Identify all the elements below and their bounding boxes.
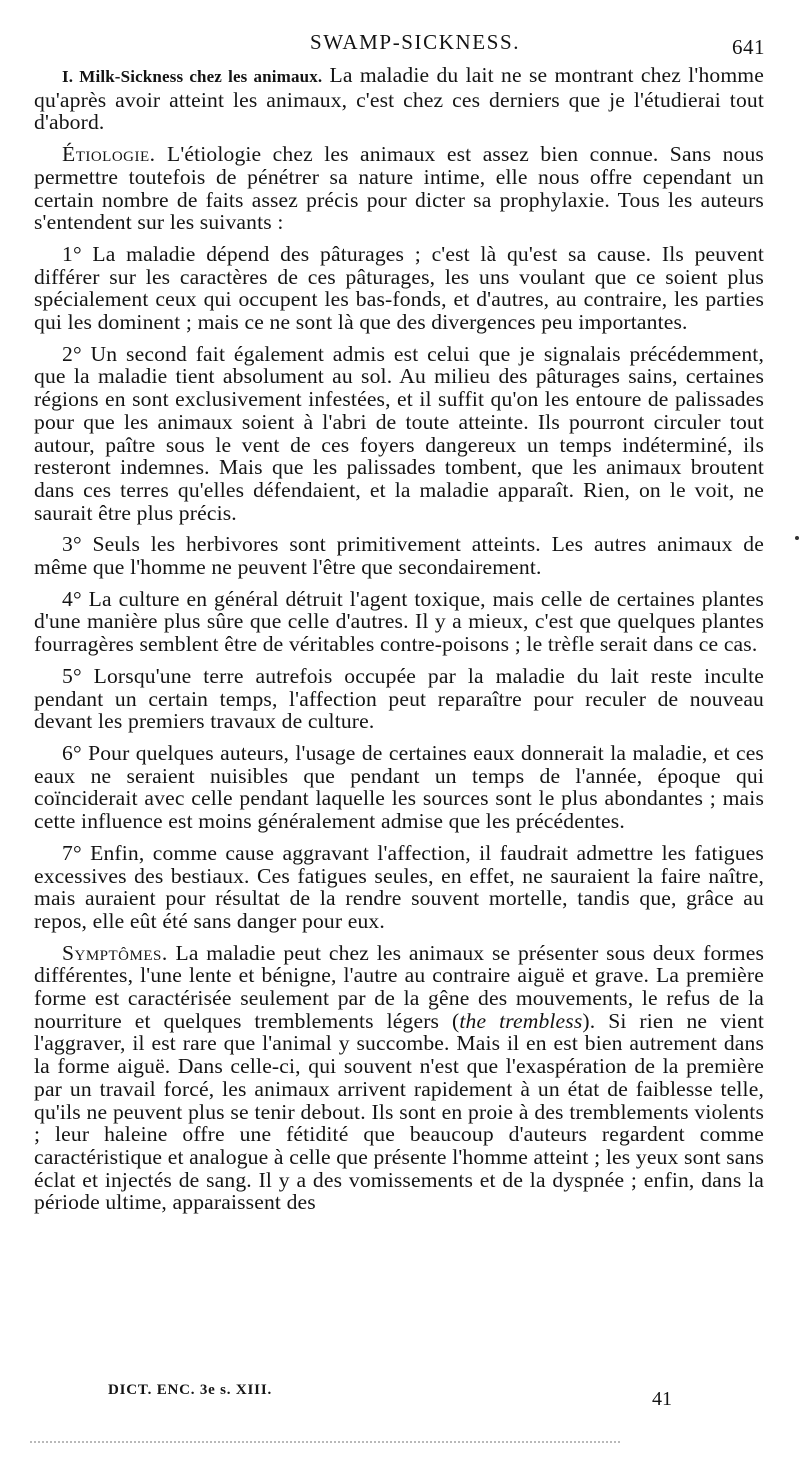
point-text: Enfin, comme cause aggravant l'affection, il faudrait admettre les fatigues excessives des bestiaux. Ces fatigues seules, en effet, ne sauraient la faire naître, mais auraient pour résultat de la rendre souvent mortelle, tandis que, grâce au repos, elle eût été sans danger pour eux.	[34, 840, 764, 933]
running-head	[0, 30, 800, 60]
signature-line: DICT. ENC. 3e s. XIII.	[108, 1382, 273, 1398]
point-text: Un second fait également admis est celui que je signalais précédemment, que la maladie tient absolument au sol. Au milieu des pâturages sains, certaines régions en sont exclusivement infestées, et il suffit qu'on les entoure de palissades pour que les animaux soient à l'abri de toute atteinte. Ils pourront circuler tout autour, paître sous le vent de ces foyers dangereux un temps indéterminé, ils resteront indemnes. Mais que les palissades tombent, que les animaux broutent dans ces terres qu'elles défendaient, et la maladie apparaît. Rien, on le voit, ne saurait être plus précis.	[34, 341, 764, 525]
section-heading-etiology: Étiologie.	[62, 142, 156, 167]
point-number: 2°	[62, 341, 82, 366]
signature-mark: 41	[652, 1388, 672, 1410]
bleed-through-dotted-line	[30, 1441, 620, 1443]
point-text: La maladie dépend des pâturages ; c'est là qu'est sa cause. Ils peuvent différer sur les caractères de ces pâturages, les uns voulant que ce soient plus spécialement ceux qui occupent les bas-fonds, et d'autres, au contraire, les parties qui les dominent ; mais ce ne sont là que des divergences peu importantes.	[34, 241, 764, 335]
paragraph-symptoms	[34, 942, 764, 1214]
point-number: 4°	[62, 586, 82, 611]
paragraph-text-continued: ). Si rien ne vient l'aggraver, il est rare que l'animal y succombe. Mais il en est bien autrement dans la forme aiguë. Dans celle-ci, qui souvent n'est que l'exaspération de la première par un travail forcé, les animaux arrivent rapidement à un état de faiblesse telle, qu'ils ne peuvent plus se tenir debout. Ils sont en proie à des tremblements violents ; leur haleine offre une fétidité que beaucoup d'auteurs regardent comme caractéristique et analogue à celle que présente l'homme atteint ; les yeux sont sans éclat et injectés de sang. Il y a des vomissements et de la dyspnée ; enfin, dans la période ultime, apparaissent des	[34, 1008, 765, 1215]
paragraph-text: La maladie du lait ne se montrant chez l'homme qu'après avoir atteint les animaux, c'est chez ces derniers que je l'étudierai tout d'abord.	[34, 63, 764, 135]
point-7	[34, 842, 764, 933]
point-5	[34, 665, 764, 733]
paragraph-intro	[34, 64, 764, 134]
point-3	[34, 533, 764, 578]
point-text: La culture en général détruit l'agent toxique, mais celle de certaines plantes d'une manière plus sûre que celle d'autres. Il y a mieux, c'est que quelques plantes fourragères semblent être de véritables contre-poisons ; le trèfle serait dans ce cas.	[34, 586, 764, 657]
point-2	[34, 343, 764, 525]
point-4	[34, 588, 764, 656]
page-footer	[0, 1382, 800, 1422]
italic-term: the trembless	[459, 1008, 583, 1033]
page-number: 641	[732, 35, 765, 59]
margin-speck	[795, 536, 799, 540]
point-number: 3°	[62, 532, 82, 557]
point-text: Lorsqu'une terre autrefois occupée par la maladie du lait reste inculte pendant un certain temps, l'affection peut reparaître pour reculer de nouveau devant les premiers travaux de culture.	[34, 663, 764, 734]
paragraph-text: La maladie peut chez les animaux se présenter sous deux formes différentes, l'une lente et bénigne, l'autre au contraire aiguë et grave. La première forme est caractérisée seulement par de la gêne des mouvements, le refus de la nourriture et quelques tremblements légers (	[34, 940, 764, 1033]
point-text: Pour quelques auteurs, l'usage de certaines eaux donnerait la maladie, et ces eaux ne seraient nuisibles que pendant un temps de l'année, époque qui coïnciderait avec celle pendant laquelle les sources sont le plus abondantes ; mais cette influence est moins généralement admise que les précédentes.	[34, 740, 764, 834]
section-heading-symptoms: Symptômes.	[62, 940, 168, 965]
point-number: 6°	[62, 740, 82, 765]
point-number: 7°	[62, 840, 82, 865]
point-1	[34, 243, 764, 334]
running-title: SWAMP-SICKNESS.	[310, 30, 521, 54]
body-text	[34, 64, 764, 1223]
point-number: 1°	[62, 241, 82, 266]
paragraph-etiology	[34, 143, 764, 234]
section-heading-milk-sickness: I. Milk-Sickness chez les animaux.	[62, 67, 323, 86]
paragraph-text: L'étiologie chez les animaux est assez bien connue. Sans nous permettre toutefois de pénétrer sa nature intime, elle nous offre cependant un certain nombre de faits assez précis pour dicter sa prophylaxie. Tous les auteurs s'entendent sur les suivants :	[34, 142, 764, 235]
point-text: Seuls les herbivores sont primitivement atteints. Les autres animaux de même que l'homme ne peuvent l'être que secondairement.	[34, 532, 764, 580]
point-6	[34, 742, 764, 833]
point-number: 5°	[62, 663, 82, 688]
